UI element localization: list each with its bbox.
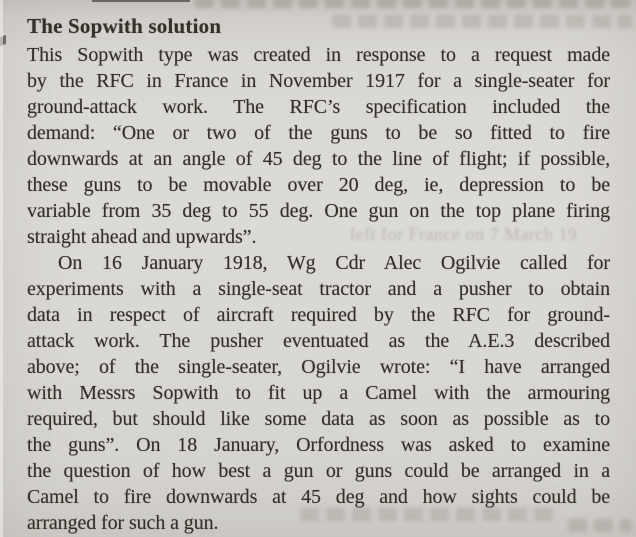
bleedthrough-smudge-top-1 [195, 0, 630, 8]
section-heading: The Sopwith solution [27, 14, 222, 38]
text-line: Camel to fire downwards at 45 deg and how sights could be [27, 486, 610, 508]
text-line: the question of how best a gun or guns could be arranged in a [27, 460, 610, 482]
text-line: arranged for such a gun. [27, 512, 219, 534]
text-line: with Messrs Sopwith to fit up a Camel with the armouring [27, 382, 610, 404]
text-column [27, 12, 610, 536]
text-line: This Sopwith type was created in response to a request made [27, 44, 610, 66]
paragraph-2 [27, 250, 610, 536]
text-line: On 16 January 1918, Wg Cdr Alec Ogilvie called for [58, 252, 610, 274]
text-line: these guns to be movable over 20 deg, ie, depression to be [27, 174, 610, 196]
text-line: variable from 35 deg to 55 deg. One gun on the top plane firing [27, 200, 610, 222]
text-line: attack work. The pusher eventuated as the A.E.3 described [27, 330, 610, 352]
scan-edge-highlight [0, 0, 3, 537]
text-line: straight ahead and upwards”. [27, 226, 257, 248]
text-line: experiments with a single-seat tractor and a pusher to obtain [27, 278, 610, 300]
text-line: by the RFC in France in November 1917 for a single-seater for [27, 70, 610, 92]
text-line: downwards at an angle of 45 deg to the line of flight; if possible, [27, 148, 610, 170]
bleedthrough-text-fragment: left for France on 7 March 19 [350, 224, 578, 244]
text-line: ground-attack work. The RFC’s specification included the [27, 96, 610, 118]
text-line: required, but should like some data as soon as possible as to [27, 408, 610, 430]
text-line: the guns”. On 18 January, Orfordness was asked to examine [27, 434, 610, 456]
text-line: above; of the single-seater, Ogilvie wrote: “I have arranged [27, 356, 610, 378]
text-line: data in respect of aircraft required by the RFC for ground- [27, 304, 610, 326]
paragraph-1 [27, 42, 610, 250]
scan-edge-line [92, 0, 190, 2]
text-line: demand: “One or two of the guns to be so fitted to fire [27, 122, 610, 144]
